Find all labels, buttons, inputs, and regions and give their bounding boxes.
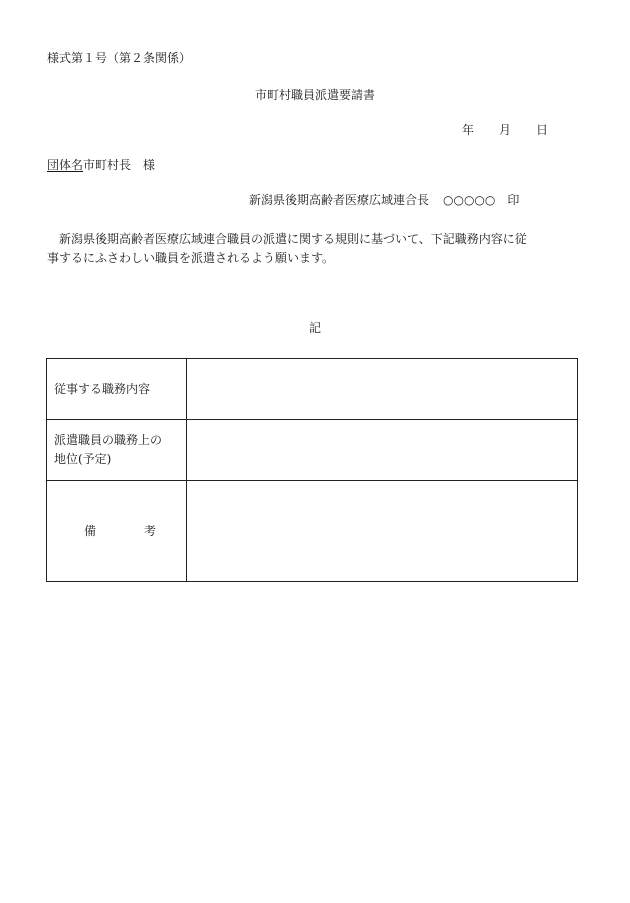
request-body — [47, 230, 587, 268]
sender — [249, 192, 519, 208]
position-label-line-1: 派遣職員の職務上の — [54, 433, 163, 447]
request-body-line-2: 事するにふさわしい職員を派遣されるよう願います。 — [47, 251, 335, 265]
position-label — [47, 420, 187, 481]
remarks-value — [187, 481, 578, 582]
date-month: 月 — [499, 123, 512, 137]
table-row-remarks — [47, 481, 578, 582]
request-body-line-1 — [47, 230, 587, 249]
detail-table — [46, 358, 578, 582]
remarks-label-a: 備 — [84, 523, 97, 538]
table-row-position — [47, 420, 578, 481]
remarks-label-b: 考 — [143, 523, 156, 538]
date-line — [462, 122, 548, 138]
sender-seal: 印 — [507, 193, 520, 207]
ki-heading: 記 — [308, 321, 321, 335]
duties-value — [187, 359, 578, 420]
date-year: 年 — [462, 123, 475, 137]
table-row-duties — [47, 359, 578, 420]
date-day: 日 — [536, 123, 549, 137]
document-title: 市町村職員派遣要請書 — [254, 88, 375, 102]
sender-org: 新潟県後期高齢者医療広域連合長 — [249, 193, 430, 207]
addressee-honorific: 様 — [143, 158, 156, 172]
duties-label: 従事する職務内容 — [47, 359, 187, 420]
sender-name: ○○○○○ — [443, 193, 496, 207]
request-body-text-1: 新潟県後期高齢者医療広域連合職員の派遣に関する規則に基づいて、下記職務内容に従 — [59, 232, 527, 246]
form-number: 様式第１号（第２条関係） — [47, 51, 192, 65]
position-label-line-2: 地位(予定) — [54, 452, 112, 466]
remarks-label — [47, 481, 187, 582]
addressee — [47, 157, 155, 173]
addressee-org: 団体名 — [47, 158, 84, 172]
addressee-name: 市町村長 — [83, 158, 132, 172]
position-value — [187, 420, 578, 481]
